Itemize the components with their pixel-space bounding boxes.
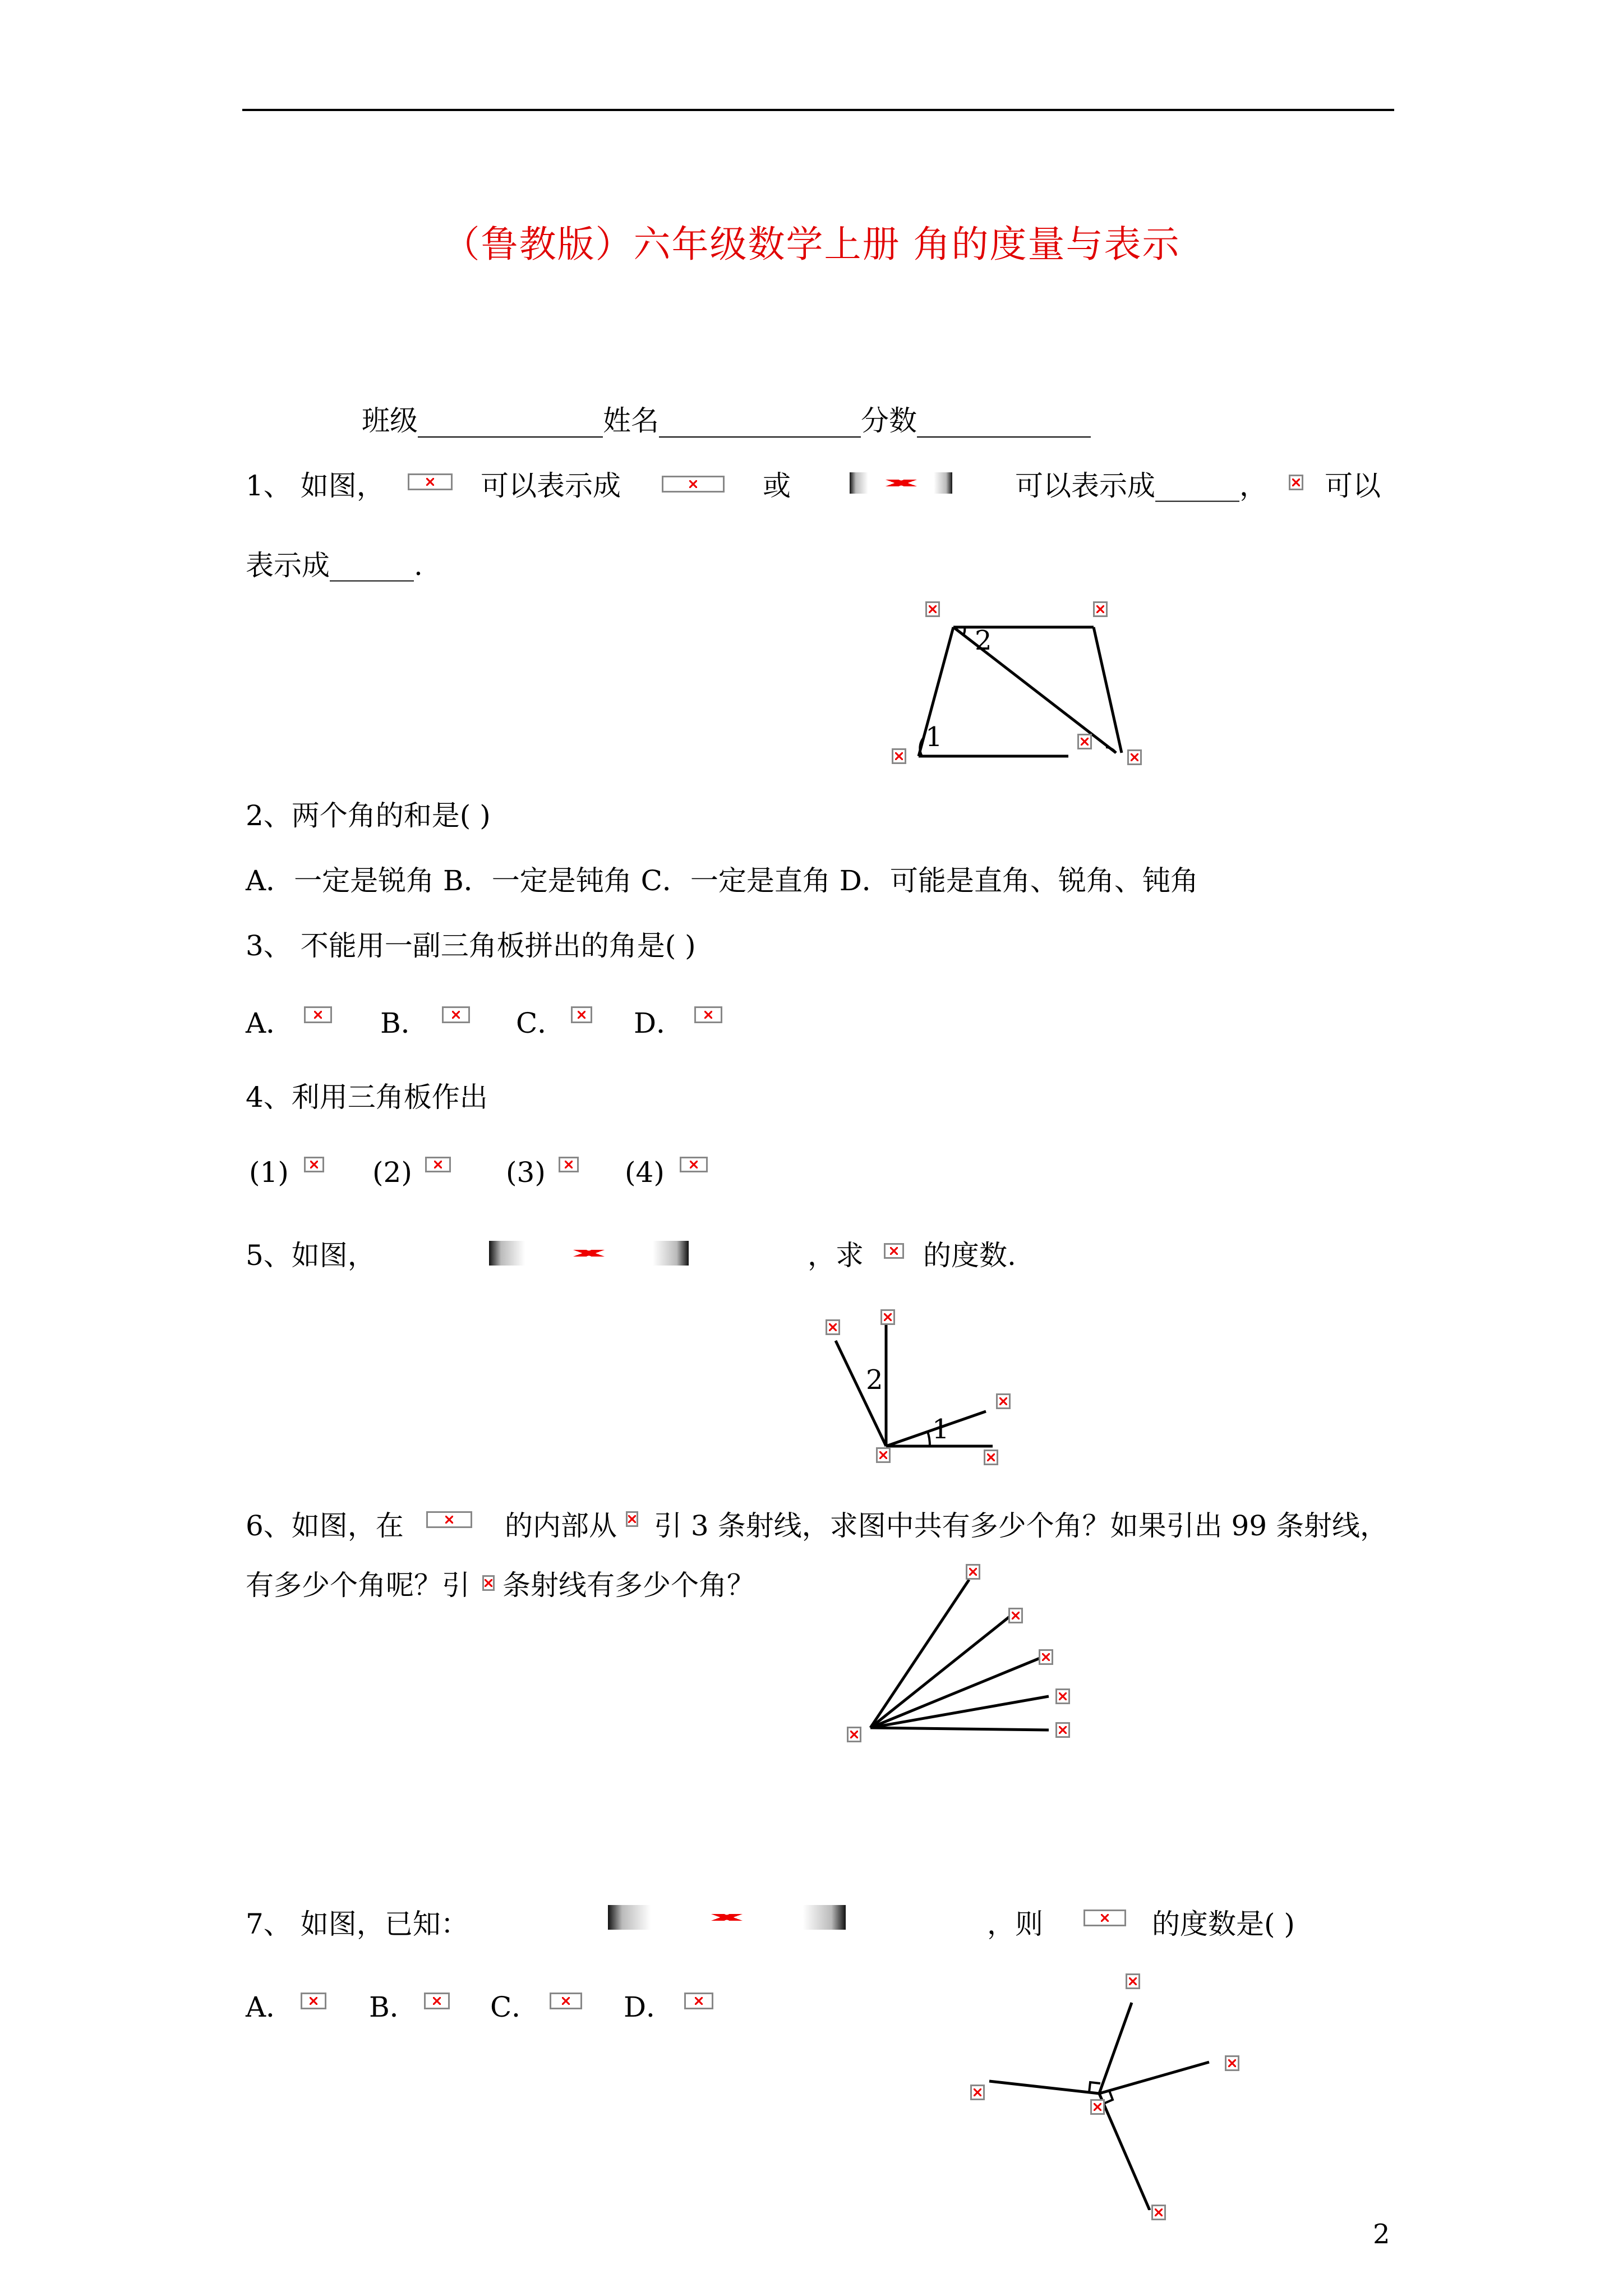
fig7-right-angle-mark-1 (1089, 2082, 1100, 2092)
q5-angle-image (884, 1243, 904, 1259)
q4-option-2: (2) (372, 1156, 412, 1189)
fig6-ray-4 (870, 1696, 1049, 1728)
fig5-point-a-image (826, 1319, 840, 1335)
fig1-vertex-d-image (1093, 601, 1108, 617)
class-blank (418, 409, 603, 438)
fig1-angle2-label: 2 (975, 625, 992, 656)
q5-text-c: 的度数. (923, 1239, 1016, 1272)
angle2-arc (963, 627, 965, 635)
fig1-vertex-a-image (925, 601, 940, 617)
fig5-vertex-image (876, 1447, 891, 1463)
q1-formula-image-2 (662, 476, 725, 493)
q3-text: 3、 不能用一副三角板拼出的角是( ) (246, 930, 696, 962)
fig6-point-4-image (1055, 1688, 1070, 1704)
q7-angle-image (1083, 1910, 1126, 1926)
q1-text-c: 或 (763, 470, 791, 502)
q5-formula-image (489, 1241, 689, 1266)
q2-text: 2、两个角的和是( ) (246, 799, 491, 832)
q3-option-b: B． (380, 1007, 429, 1039)
q5-text-b: ，求 (808, 1239, 864, 1272)
q7-option-d: D． (624, 1991, 675, 2023)
q1-formula-image-1 (408, 473, 453, 490)
q7-option-c: C． (490, 1991, 540, 2023)
q6-angle-image (426, 1511, 472, 1528)
q6-text-c: 引 3 条射线，求图中共有多少个角？如果引出 99 条射线， (654, 1510, 1389, 1542)
q7-option-a-image (301, 1993, 326, 2009)
q3-option-a: A． (246, 1007, 294, 1039)
score-label: 分数 (861, 404, 917, 437)
q4-option-3-image (559, 1157, 579, 1172)
q3-option-b-image (442, 1006, 470, 1023)
q7-perpendicular-rays-figure (965, 1963, 1245, 2210)
fig1-mid-image (1077, 734, 1092, 749)
name-blank (659, 409, 861, 438)
q3-option-d-image (694, 1006, 722, 1023)
fig6-point-2-image (1008, 1608, 1023, 1623)
header-fields (362, 404, 1091, 438)
q4-option-4: (4) (625, 1156, 665, 1189)
q4-option-1-image (304, 1157, 324, 1172)
q1-text-e: 可以 (1325, 470, 1381, 502)
q7-text-c: 的度数是( ) (1152, 1908, 1295, 1940)
q1-formula-image-4 (1289, 475, 1303, 490)
q6-text-e: 条射线有多少个角？ (502, 1569, 755, 1602)
q7-option-d-image (684, 1993, 713, 2009)
fig7-ray-down (1099, 2093, 1150, 2210)
score-blank (917, 409, 1091, 438)
fig5-angle1-arc (928, 1432, 930, 1446)
q6-text-d: 有多少个角呢？引 (246, 1569, 470, 1602)
q4-option-1: (1) (249, 1156, 289, 1189)
fig6-ray-2 (870, 1617, 1009, 1728)
q1-trapezoid-figure (886, 600, 1155, 780)
fig7-point-right-image (1225, 2055, 1239, 2071)
page-title: （鲁教版）六年级数学上册 角的度量与表示 (442, 223, 1181, 266)
q5-intro: 5、如图， (246, 1239, 376, 1272)
fig5-angle1-label: 1 (932, 1414, 949, 1445)
fig7-ray-up (1099, 2003, 1132, 2093)
fig7-point-left-image (970, 2085, 985, 2100)
fig6-point-5-image (1055, 1722, 1070, 1738)
q1-formula-image-3 (850, 472, 952, 494)
q4-option-2-image (425, 1157, 451, 1172)
q7-formula-image (608, 1905, 846, 1930)
q1-text-d: 可以表示成______， (1015, 470, 1267, 502)
q4-option-3: (3) (506, 1156, 546, 1189)
page-number: 2 (1373, 2219, 1390, 2250)
q7-option-c-image (550, 1993, 582, 2009)
fig7-point-down-image (1151, 2205, 1166, 2220)
fig7-ray-right (1099, 2062, 1209, 2093)
fig1-vertex-c-image (1127, 749, 1142, 765)
q4-option-4-image (680, 1157, 708, 1172)
fig5-point-c-image (996, 1393, 1011, 1409)
fig6-point-3-image (1039, 1649, 1053, 1665)
q7-option-b: B． (369, 1991, 418, 2023)
header-rule (242, 109, 1394, 111)
q7-intro: 7、 如图，已知： (246, 1908, 469, 1940)
fig5-point-b-image (880, 1309, 895, 1325)
q3-option-c: C． (516, 1007, 566, 1039)
q2-options: A．一定是锐角 B．一定是钝角 C．一定是直角 D．可能是直角、锐角、钝角 (246, 864, 1198, 897)
fig1-vertex-b-image (892, 748, 906, 764)
fig6-ray-5 (870, 1728, 1049, 1730)
q7-text-b: ，则 (987, 1908, 1043, 1940)
q7-option-a: A． (246, 1991, 294, 2023)
q6-text-a: 6、如图，在 (246, 1510, 404, 1542)
fig6-ray-3 (870, 1658, 1040, 1728)
fig7-point-up-image (1126, 1973, 1140, 1989)
q1-text-f: 表示成______. (246, 549, 423, 582)
name-label: 姓名 (603, 404, 659, 437)
q3-option-c-image (571, 1006, 592, 1023)
fig7-ray-left (989, 2081, 1099, 2093)
q6-point-image (626, 1511, 638, 1527)
fig6-vertex-image (847, 1727, 861, 1742)
fig7-vertex-image (1090, 2099, 1105, 2115)
q6-text-b: 的内部从 (505, 1510, 617, 1542)
q1-intro: 1、 如图， (246, 470, 385, 502)
q3-option-d: D． (634, 1007, 685, 1039)
fig6-point-1-image (966, 1564, 980, 1580)
q6-n-image (482, 1575, 495, 1591)
fig1-angle1-label: 1 (925, 721, 943, 753)
fig5-angle2-label: 2 (866, 1364, 883, 1396)
q7-option-b-image (424, 1993, 450, 2009)
fig6-ray-1 (870, 1580, 969, 1728)
class-label: 班级 (362, 404, 418, 437)
fig5-point-d-image (984, 1450, 998, 1465)
q3-option-a-image (304, 1006, 332, 1023)
q1-text-b: 可以表示成 (481, 470, 621, 502)
q4-text: 4、利用三角板作出 (246, 1081, 488, 1114)
trapezoid-right-edge (1094, 627, 1122, 753)
